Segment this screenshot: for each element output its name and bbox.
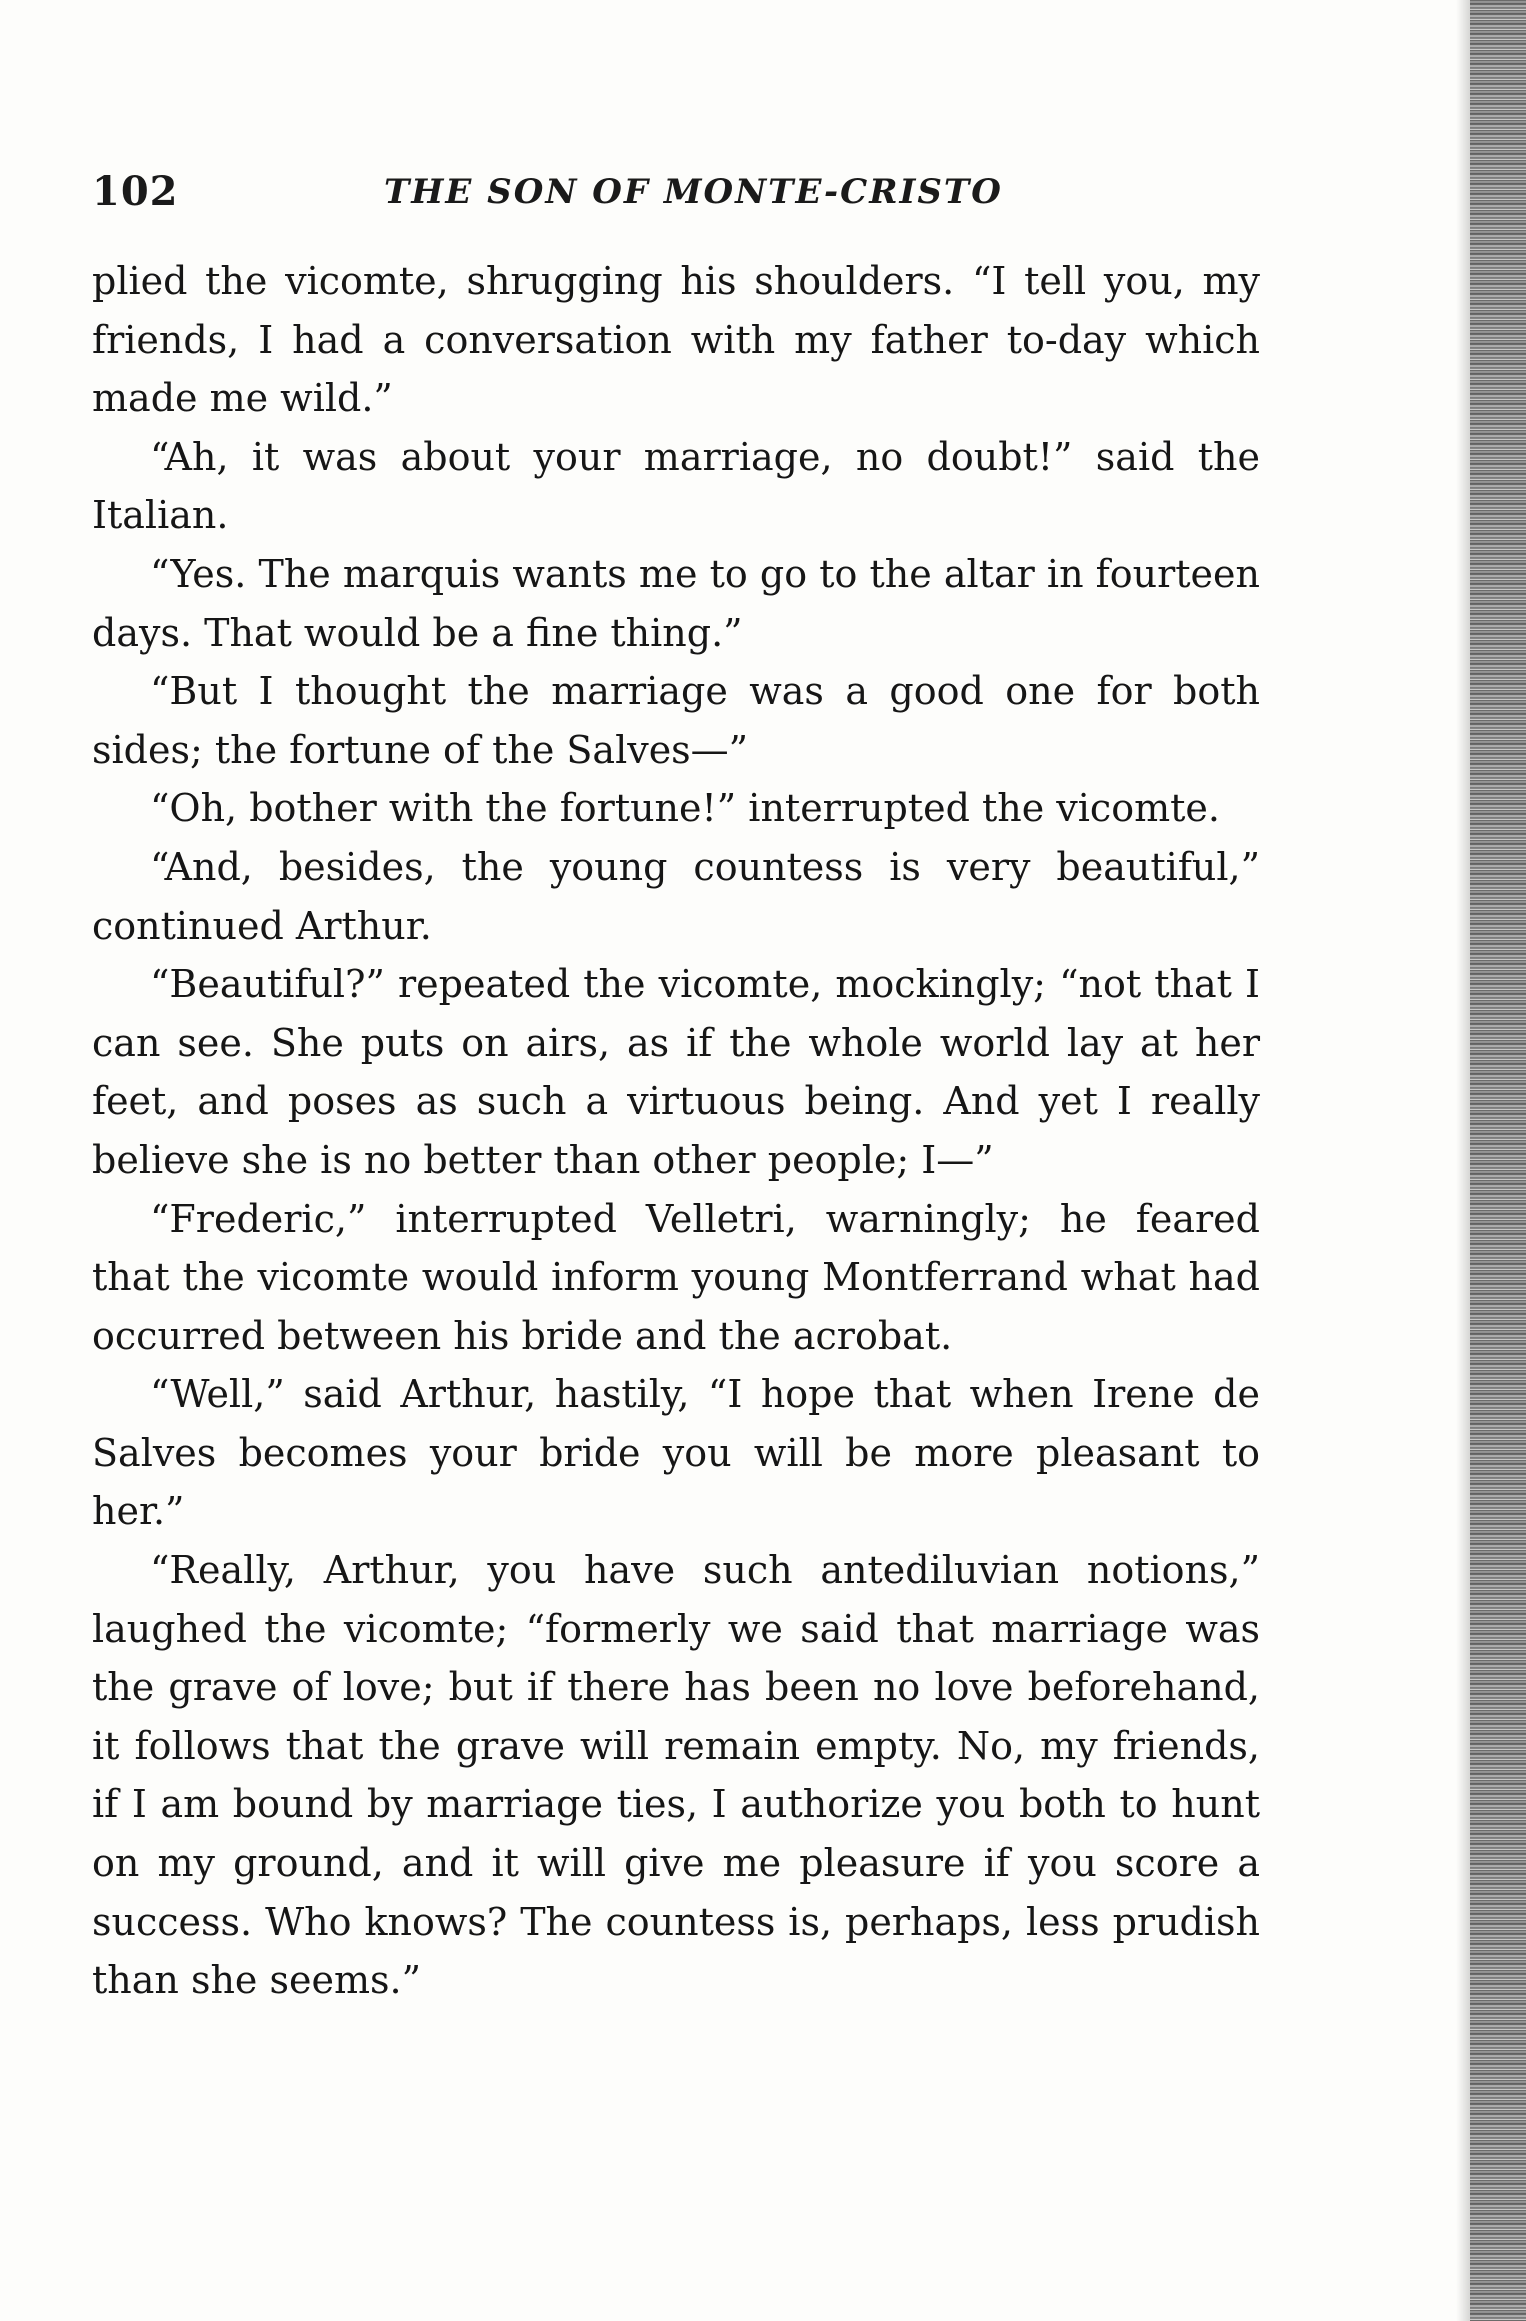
paragraph: “Beautiful?” repeated the vicomte, mockingly; “not that I can see. She puts on airs, as if the whole world lay at her feet, and poses as such a virtuous being. And yet I really believe she is no better than other people; I—” [92, 962, 1260, 1182]
body-text [92, 252, 1260, 2010]
page-edge [1470, 0, 1526, 2321]
paragraph: “Oh, bother with the fortune!” interrupted the vicomte. [150, 786, 1220, 831]
page-header [92, 168, 1292, 228]
running-title: THE SON OF MONTE-CRISTO [384, 172, 1003, 212]
paragraph: “Yes. The marquis wants me to go to the altar in fourteen days. That would be a fine thing.” [92, 551, 1260, 655]
page-number: 102 [92, 168, 179, 215]
paragraph: plied the vicomte, shrugging his shoulders. “I tell you, my friends, I had a conversation with my father to-day which made me wild.” [92, 259, 1260, 421]
paragraph: “Well,” said Arthur, hastily, “I hope that when Irene de Salves becomes your bride you will be more pleasant to her.” [92, 1372, 1260, 1534]
paragraph: “Really, Arthur, you have such antediluvian notions,” laughed the vicomte; “formerly we said that marriage was the grave of love; but if there has been no love beforehand, it follows that the grave will remain empty. No, my friends, if I am bound by marriage ties, I authorize you both to hunt on my ground, and it will give me pleasure if you score a success. Who knows? The countess is, perhaps, less prudish than she seems.” [92, 1548, 1260, 2003]
paragraph: “But I thought the marriage was a good one for both sides; the fortune of the Salves—” [92, 669, 1260, 772]
paragraph: “And, besides, the young countess is very beautiful,” continued Arthur. [92, 844, 1260, 948]
paragraph: “Ah, it was about your marriage, no doubt!” said the Italian. [92, 434, 1260, 538]
paragraph: “Frederic,” interrupted Velletri, warningly; he feared that the vicomte would inform young Montferrand what had occurred between his bride and the acrobat. [92, 1196, 1260, 1358]
